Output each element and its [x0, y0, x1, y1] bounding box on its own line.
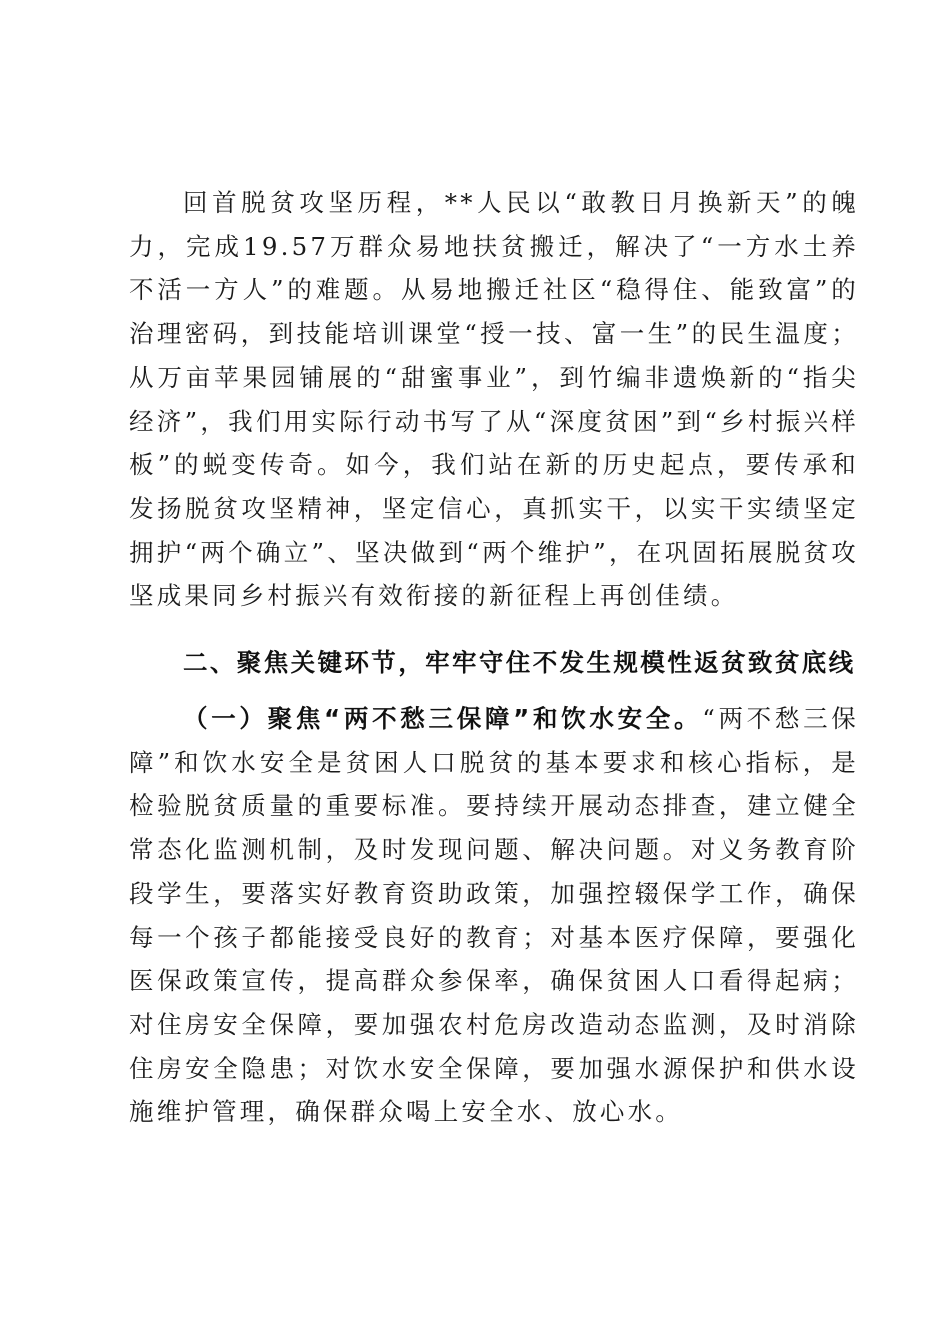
section-heading: 二、聚焦关键环节，牢牢守住不发生规模性返贫致贫底线 [183, 648, 856, 677]
subsection-body-text: “两不愁三保障”和饮水安全是贫困人口脱贫的基本要求和核心指标，是检验脱贫质量的重要标准。要持续开展动态排查，建立健全常态化监测机制，及时发现问题、解决问题。对义务教育阶段学生，要落实好教育资助政策，加强控辍保学工作，确保每一个孩子都能接受良好的教育；对基本医疗保障，要强化医保政策宣传，提高群众参保率，确保贫困人口看得起病；对住房安全保障，要加强农村危房改造动态监测，及时消除住房安全隐患；对饮水安全保障，要加强水源保护和供水设施维护管理，确保群众喝上安全水、放心水。 [129, 704, 859, 1127]
body-paragraph: 回首脱贫攻坚历程，**人民以“敢教日月换新天”的魄力，完成19.57万群众易地扶贫搬迁，解决了“一方水土养不活一方人”的难题。从易地搬迁社区“稳得住、能致富”的治理密码，到技能培训课堂“授一技、富一生”的民生温度；从万亩苹果园铺展的“甜蜜事业”，到竹编非遗焕新的“指尖经济”，我们用实际行动书写了从“深度贫困”到“乡村振兴样板”的蜕变传奇。如今，我们站在新的历史起点，要传承和发扬脱贫攻坚精神，坚定信心，真抓实干，以实干实绩坚定拥护“两个确立”、坚决做到“两个维护”，在巩固拓展脱贫攻坚成果同乡村振兴有效衔接的新征程上再创佳绩。 [129, 188, 859, 611]
subsection-heading: （一）聚焦“两不愁三保障”和饮水安全。 [183, 704, 703, 733]
body-paragraph-with-subheading [129, 697, 859, 1134]
